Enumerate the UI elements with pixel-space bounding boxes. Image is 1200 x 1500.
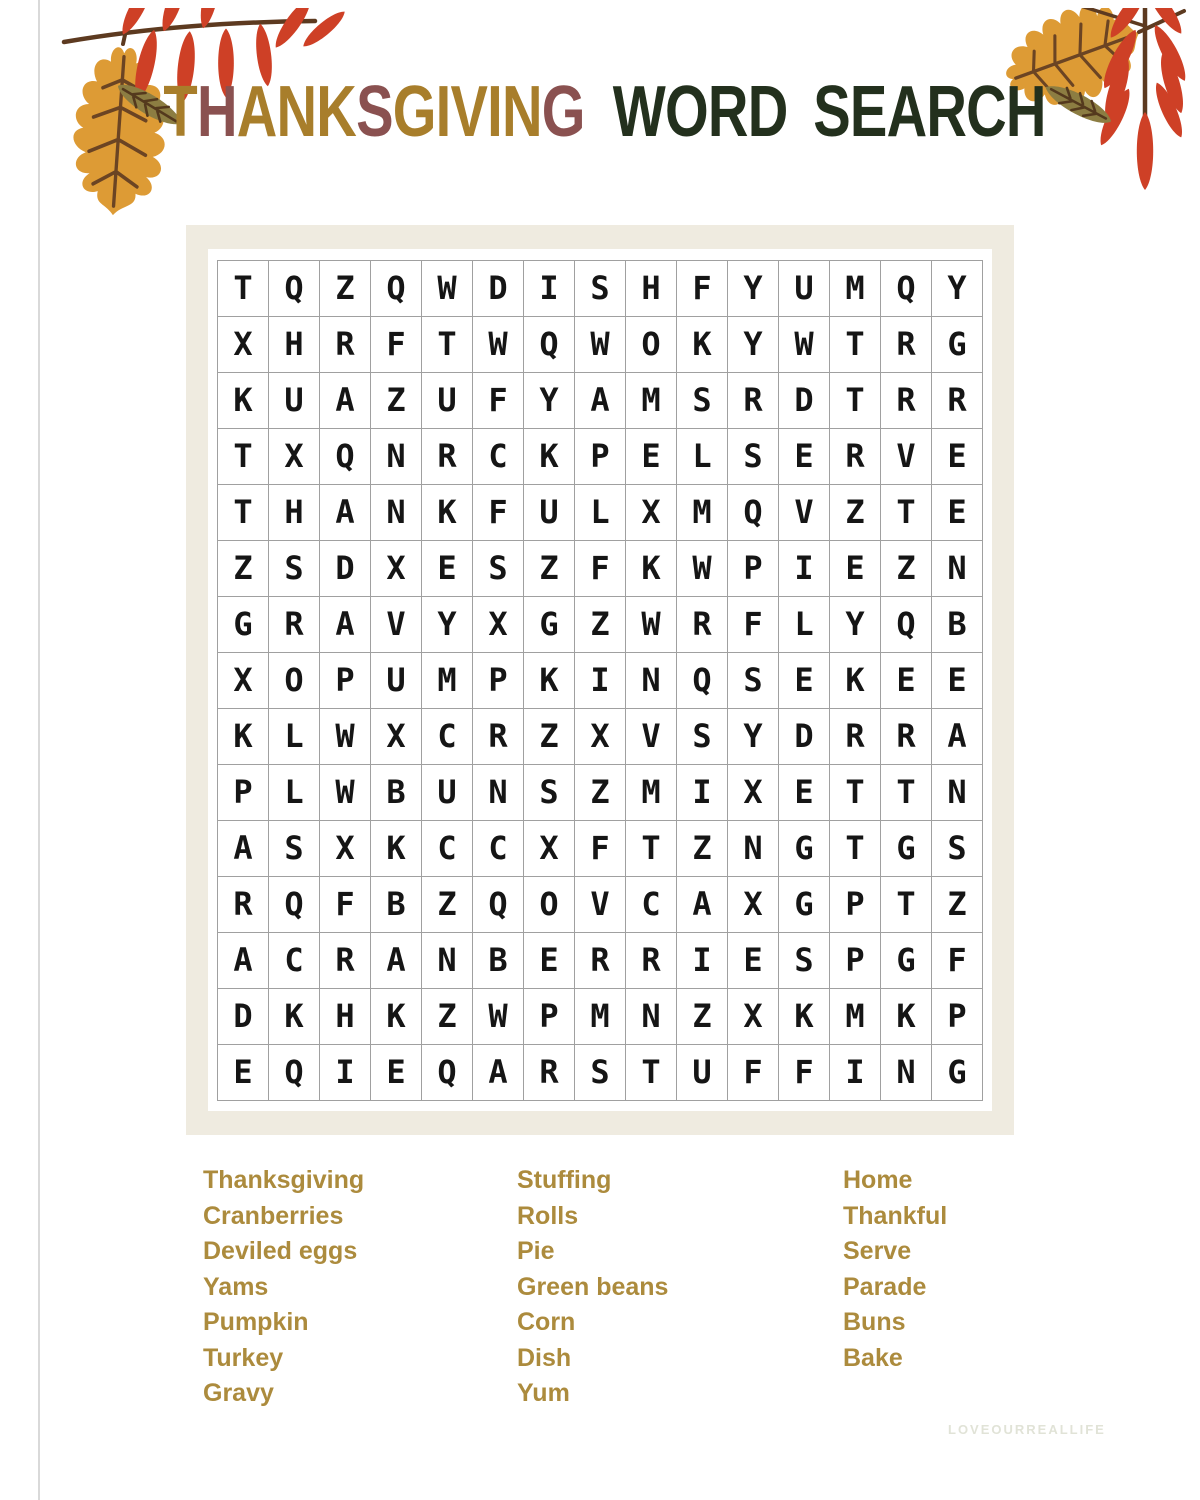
title-letter: T [163, 72, 197, 152]
grid-cell: U [677, 1044, 728, 1100]
grid-row [218, 820, 983, 876]
word-column [843, 1163, 947, 1376]
grid-cell: N [881, 1044, 932, 1100]
grid-cell: F [677, 260, 728, 316]
grid-cell: C [422, 820, 473, 876]
grid-cell: Y [422, 596, 473, 652]
grid-cell: L [575, 484, 626, 540]
grid-cell: D [218, 988, 269, 1044]
word-list-item: Stuffing [517, 1166, 612, 1194]
grid-cell: E [779, 764, 830, 820]
title-letter: I [435, 72, 451, 152]
grid-cell: Z [524, 708, 575, 764]
grid-cell: A [575, 372, 626, 428]
grid-cell: Q [269, 260, 320, 316]
grid-cell: I [575, 652, 626, 708]
title-letter: G [392, 72, 436, 152]
watermark: LOVEOURREALLIFE [948, 1422, 1106, 1437]
grid-cell: X [728, 764, 779, 820]
grid-cell: Q [677, 652, 728, 708]
grid-cell: C [626, 876, 677, 932]
grid-cell: H [269, 484, 320, 540]
grid-cell: C [473, 820, 524, 876]
grid-cell: P [575, 428, 626, 484]
grid-cell: N [728, 820, 779, 876]
grid-cell: W [473, 316, 524, 372]
word-list-item: Green beans [517, 1272, 669, 1301]
grid-cell: Z [422, 876, 473, 932]
grid-cell: S [524, 764, 575, 820]
grid-cell: I [830, 1044, 881, 1100]
grid-cell: R [626, 932, 677, 988]
grid-cell: K [218, 708, 269, 764]
grid-cell: D [473, 260, 524, 316]
title-letter: A [236, 72, 277, 152]
grid-cell: V [881, 428, 932, 484]
title-letter: V [450, 72, 488, 152]
grid-cell: K [371, 988, 422, 1044]
grid-cell: N [422, 932, 473, 988]
grid-cell: T [830, 316, 881, 372]
grid-cell: T [218, 484, 269, 540]
word-list-item: Thankful [843, 1201, 948, 1230]
grid-row [218, 932, 983, 988]
grid-cell: G [779, 876, 830, 932]
word-search-grid-inner [208, 249, 992, 1111]
grid-cell: S [575, 1044, 626, 1100]
grid-cell: F [320, 876, 371, 932]
title-word-thanksgiving [163, 72, 584, 152]
grid-cell: A [320, 596, 371, 652]
grid-cell: R [830, 708, 881, 764]
grid-cell: I [320, 1044, 371, 1100]
grid-cell: H [626, 260, 677, 316]
grid-cell: G [881, 820, 932, 876]
grid-cell: T [626, 820, 677, 876]
grid-cell: P [932, 988, 983, 1044]
grid-cell: Q [422, 1044, 473, 1100]
grid-cell: U [422, 764, 473, 820]
grid-cell: W [677, 540, 728, 596]
grid-cell: Q [728, 484, 779, 540]
grid-cell: Q [371, 260, 422, 316]
grid-cell: K [830, 652, 881, 708]
word-search-grid-frame [186, 225, 1014, 1135]
grid-cell: O [524, 876, 575, 932]
word-list-item: Yams [203, 1272, 269, 1301]
grid-cell: Z [830, 484, 881, 540]
grid-cell: Q [881, 260, 932, 316]
grid-cell: K [677, 316, 728, 372]
grid-cell: K [626, 540, 677, 596]
grid-cell: U [422, 372, 473, 428]
grid-row [218, 540, 983, 596]
grid-cell: G [218, 596, 269, 652]
title-letter: I [487, 72, 503, 152]
grid-cell: E [218, 1044, 269, 1100]
grid-cell: X [371, 540, 422, 596]
grid-cell: S [728, 428, 779, 484]
grid-cell: I [677, 932, 728, 988]
grid-cell: R [881, 372, 932, 428]
grid-cell: F [728, 596, 779, 652]
word-column [203, 1163, 364, 1412]
grid-cell: U [269, 372, 320, 428]
grid-cell: Q [524, 316, 575, 372]
grid-cell: S [677, 372, 728, 428]
word-list [39, 1163, 1163, 1443]
grid-cell: E [779, 652, 830, 708]
grid-cell: T [830, 820, 881, 876]
grid-cell: F [728, 1044, 779, 1100]
grid-cell: S [677, 708, 728, 764]
grid-cell: N [932, 764, 983, 820]
grid-cell: R [932, 372, 983, 428]
word-list-item: Cranberries [203, 1201, 344, 1230]
grid-cell: X [728, 876, 779, 932]
grid-row [218, 596, 983, 652]
grid-cell: Z [575, 764, 626, 820]
grid-cell: G [932, 1044, 983, 1100]
grid-cell: L [269, 708, 320, 764]
grid-cell: Z [422, 988, 473, 1044]
grid-cell: E [728, 932, 779, 988]
grid-cell: X [473, 596, 524, 652]
page-title [39, 72, 1163, 152]
grid-cell: Z [881, 540, 932, 596]
grid-cell: N [473, 764, 524, 820]
grid-cell: A [932, 708, 983, 764]
grid-cell: E [881, 652, 932, 708]
grid-cell: Z [371, 372, 422, 428]
word-list-item: Yum [517, 1379, 570, 1407]
grid-cell: C [422, 708, 473, 764]
grid-cell: T [830, 372, 881, 428]
grid-cell: K [422, 484, 473, 540]
grid-cell: R [728, 372, 779, 428]
grid-cell: X [728, 988, 779, 1044]
title-letter: N [276, 72, 317, 152]
grid-cell: Y [932, 260, 983, 316]
grid-cell: R [677, 596, 728, 652]
grid-cell: E [932, 652, 983, 708]
grid-cell: Q [320, 428, 371, 484]
grid-cell: Z [320, 260, 371, 316]
grid-cell: W [320, 764, 371, 820]
grid-cell: D [779, 372, 830, 428]
grid-cell: Y [728, 316, 779, 372]
grid-cell: M [677, 484, 728, 540]
grid-cell: S [473, 540, 524, 596]
grid-cell: S [575, 260, 626, 316]
grid-cell: K [269, 988, 320, 1044]
grid-cell: M [575, 988, 626, 1044]
grid-cell: R [422, 428, 473, 484]
grid-cell: E [422, 540, 473, 596]
grid-cell: C [269, 932, 320, 988]
grid-cell: K [881, 988, 932, 1044]
grid-cell: I [524, 260, 575, 316]
grid-cell: X [218, 316, 269, 372]
word-list-item: Corn [517, 1308, 576, 1336]
grid-cell: Q [881, 596, 932, 652]
grid-cell: N [371, 484, 422, 540]
grid-cell: F [575, 540, 626, 596]
grid-row [218, 428, 983, 484]
grid-cell: R [524, 1044, 575, 1100]
grid-cell: A [320, 372, 371, 428]
grid-cell: V [779, 484, 830, 540]
grid-cell: Z [932, 876, 983, 932]
grid-cell: A [218, 932, 269, 988]
word-list-item: Turkey [203, 1343, 284, 1372]
title-letter: G [541, 72, 585, 152]
grid-cell: F [473, 372, 524, 428]
grid-cell: Z [218, 540, 269, 596]
grid-cell: P [473, 652, 524, 708]
word-list-item: Bake [843, 1343, 903, 1372]
grid-cell: Y [728, 708, 779, 764]
grid-cell: K [524, 652, 575, 708]
grid-cell: D [320, 540, 371, 596]
grid-cell: W [626, 596, 677, 652]
grid-row [218, 372, 983, 428]
grid-cell: R [320, 316, 371, 372]
grid-cell: S [779, 932, 830, 988]
grid-cell: P [830, 876, 881, 932]
grid-cell: M [422, 652, 473, 708]
grid-cell: A [371, 932, 422, 988]
grid-cell: F [371, 316, 422, 372]
grid-cell: E [779, 428, 830, 484]
grid-cell: X [626, 484, 677, 540]
grid-cell: Z [677, 820, 728, 876]
grid-cell: R [881, 316, 932, 372]
grid-cell: T [830, 764, 881, 820]
word-list-item: Parade [843, 1272, 927, 1301]
grid-cell: B [371, 876, 422, 932]
grid-cell: S [269, 820, 320, 876]
grid-cell: S [932, 820, 983, 876]
grid-cell: B [932, 596, 983, 652]
word-search-grid [217, 260, 983, 1101]
grid-cell: E [371, 1044, 422, 1100]
grid-cell: C [473, 428, 524, 484]
grid-cell: M [830, 260, 881, 316]
grid-cell: E [524, 932, 575, 988]
page-content [39, 8, 1199, 1500]
grid-cell: Z [575, 596, 626, 652]
grid-cell: M [830, 988, 881, 1044]
grid-cell: P [830, 932, 881, 988]
grid-cell: R [320, 932, 371, 988]
title-word-search: WORD SEARCH [612, 72, 1046, 152]
grid-cell: G [524, 596, 575, 652]
word-list-item: Gravy [203, 1379, 274, 1407]
grid-cell: G [779, 820, 830, 876]
grid-row [218, 260, 983, 316]
grid-cell: V [626, 708, 677, 764]
grid-cell: T [881, 484, 932, 540]
grid-cell: E [830, 540, 881, 596]
grid-cell: R [269, 596, 320, 652]
word-list-item: Rolls [517, 1201, 579, 1230]
grid-cell: Z [524, 540, 575, 596]
grid-cell: S [728, 652, 779, 708]
grid-cell: I [779, 540, 830, 596]
grid-cell: E [932, 428, 983, 484]
grid-cell: Y [524, 372, 575, 428]
grid-cell: L [677, 428, 728, 484]
title-letter: S [356, 72, 393, 152]
grid-cell: R [881, 708, 932, 764]
grid-row [218, 708, 983, 764]
grid-row [218, 988, 983, 1044]
grid-cell: N [932, 540, 983, 596]
grid-cell: F [575, 820, 626, 876]
grid-cell: P [524, 988, 575, 1044]
grid-cell: X [320, 820, 371, 876]
grid-row [218, 876, 983, 932]
grid-cell: R [830, 428, 881, 484]
grid-cell: F [932, 932, 983, 988]
grid-cell: T [881, 764, 932, 820]
grid-row [218, 316, 983, 372]
word-list-item: Buns [843, 1308, 906, 1336]
grid-cell: R [575, 932, 626, 988]
grid-cell: H [269, 316, 320, 372]
title-letter: H [196, 72, 237, 152]
grid-cell: P [218, 764, 269, 820]
grid-cell: E [932, 484, 983, 540]
grid-cell: K [524, 428, 575, 484]
grid-cell: T [218, 428, 269, 484]
word-list-item: Thanksgiving [203, 1166, 365, 1194]
grid-row [218, 764, 983, 820]
grid-cell: Z [677, 988, 728, 1044]
grid-row [218, 1044, 983, 1100]
grid-cell: M [626, 764, 677, 820]
grid-cell: Q [473, 876, 524, 932]
grid-cell: O [626, 316, 677, 372]
grid-cell: I [677, 764, 728, 820]
grid-cell: X [269, 428, 320, 484]
grid-cell: K [371, 820, 422, 876]
grid-cell: G [881, 932, 932, 988]
grid-cell: F [779, 1044, 830, 1100]
grid-cell: T [218, 260, 269, 316]
grid-cell: K [218, 372, 269, 428]
grid-cell: B [371, 764, 422, 820]
grid-cell: M [626, 372, 677, 428]
grid-cell: X [575, 708, 626, 764]
grid-row [218, 484, 983, 540]
grid-cell: L [269, 764, 320, 820]
grid-cell: A [473, 1044, 524, 1100]
grid-cell: P [320, 652, 371, 708]
grid-cell: U [371, 652, 422, 708]
grid-cell: W [779, 316, 830, 372]
grid-row [218, 652, 983, 708]
grid-cell: Y [728, 260, 779, 316]
grid-cell: F [473, 484, 524, 540]
title-letter: K [316, 72, 357, 152]
grid-cell: Q [269, 1044, 320, 1100]
grid-cell: X [524, 820, 575, 876]
grid-cell: U [524, 484, 575, 540]
grid-cell: Y [830, 596, 881, 652]
grid-cell: R [218, 876, 269, 932]
grid-cell: W [473, 988, 524, 1044]
grid-cell: W [320, 708, 371, 764]
grid-cell: D [779, 708, 830, 764]
word-column [517, 1163, 668, 1412]
title-letter: N [502, 72, 542, 152]
grid-cell: N [371, 428, 422, 484]
grid-cell: P [728, 540, 779, 596]
grid-cell: N [626, 988, 677, 1044]
grid-cell: T [626, 1044, 677, 1100]
grid-cell: X [218, 652, 269, 708]
grid-cell: K [779, 988, 830, 1044]
grid-cell: Q [269, 876, 320, 932]
grid-cell: B [473, 932, 524, 988]
word-list-item: Pie [517, 1237, 555, 1265]
word-list-item: Home [843, 1166, 913, 1194]
grid-cell: E [626, 428, 677, 484]
grid-cell: W [575, 316, 626, 372]
grid-cell: X [371, 708, 422, 764]
word-list-item: Deviled eggs [203, 1237, 358, 1265]
grid-cell: T [881, 876, 932, 932]
grid-cell: H [320, 988, 371, 1044]
grid-cell: U [779, 260, 830, 316]
grid-cell: G [932, 316, 983, 372]
grid-cell: V [371, 596, 422, 652]
grid-cell: V [575, 876, 626, 932]
grid-cell: O [269, 652, 320, 708]
word-list-item: Serve [843, 1237, 912, 1265]
word-list-item: Pumpkin [203, 1308, 309, 1336]
grid-cell: A [677, 876, 728, 932]
grid-cell: L [779, 596, 830, 652]
grid-cell: W [422, 260, 473, 316]
grid-cell: R [473, 708, 524, 764]
grid-cell: S [269, 540, 320, 596]
grid-cell: A [320, 484, 371, 540]
grid-cell: A [218, 820, 269, 876]
word-list-item: Dish [517, 1343, 572, 1372]
grid-cell: T [422, 316, 473, 372]
grid-cell: N [626, 652, 677, 708]
